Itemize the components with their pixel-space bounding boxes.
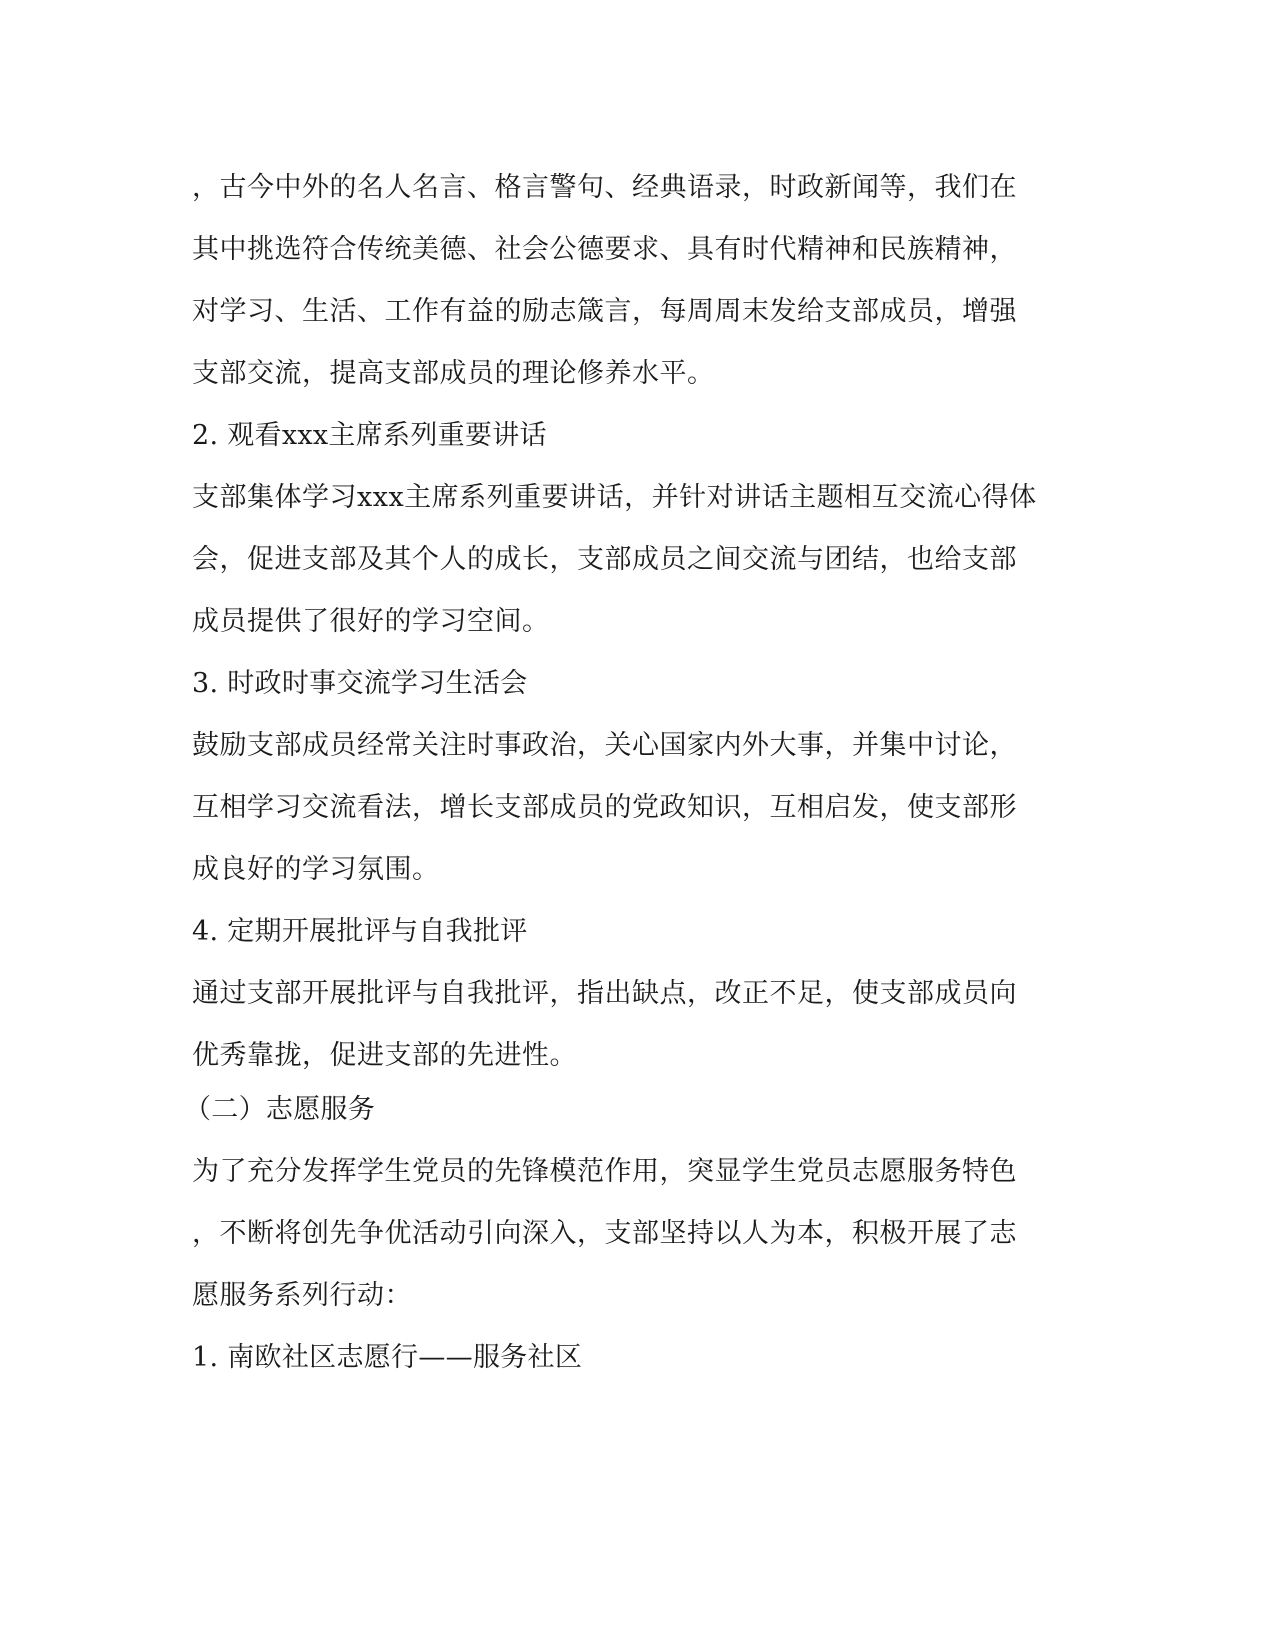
paragraph-line: 对学习、生活、工作有益的励志箴言，每周周末发给支部成员，增强 bbox=[192, 296, 1017, 327]
section-heading: 3. 时政时事交流学习生活会 bbox=[192, 668, 528, 699]
section-heading: 1. 南欧社区志愿行——服务社区 bbox=[192, 1342, 583, 1373]
paragraph-line: 愿服务系列行动： bbox=[192, 1280, 412, 1311]
paragraph-line: ，古今中外的名人名言、格言警句、经典语录，时政新闻等，我们在 bbox=[192, 172, 1017, 203]
paragraph-line: 通过支部开展批评与自我批评，指出缺点，改正不足，使支部成员向 bbox=[192, 978, 1017, 1009]
paragraph-line: ，不断将创先争优活动引向深入，支部坚持以人为本，积极开展了志 bbox=[192, 1218, 1017, 1249]
paragraph-line: 成良好的学习氛围。 bbox=[192, 854, 440, 885]
section-heading: 2. 观看xxx主席系列重要讲话 bbox=[192, 420, 547, 451]
paragraph-line: 支部集体学习xxx主席系列重要讲话，并针对讲话主题相互交流心得体 bbox=[192, 482, 1037, 513]
paragraph-line: 互相学习交流看法，增长支部成员的党政知识，互相启发，使支部形 bbox=[192, 792, 1017, 823]
section-heading: （二）志愿服务 bbox=[184, 1094, 376, 1125]
paragraph-line: 支部交流，提高支部成员的理论修养水平。 bbox=[192, 358, 715, 389]
section-heading: 4. 定期开展批评与自我批评 bbox=[192, 916, 528, 947]
paragraph-line: 为了充分发挥学生党员的先锋模范作用，突显学生党员志愿服务特色 bbox=[192, 1156, 1017, 1187]
paragraph-line: 鼓励支部成员经常关注时事政治，关心国家内外大事，并集中讨论， bbox=[192, 730, 1017, 761]
paragraph-line: 优秀靠拢，促进支部的先进性。 bbox=[192, 1040, 577, 1071]
paragraph-line: 其中挑选符合传统美德、社会公德要求、具有时代精神和民族精神， bbox=[192, 234, 1017, 265]
paragraph-line: 会，促进支部及其个人的成长，支部成员之间交流与团结，也给支部 bbox=[192, 544, 1017, 575]
paragraph-line: 成员提供了很好的学习空间。 bbox=[192, 606, 550, 637]
